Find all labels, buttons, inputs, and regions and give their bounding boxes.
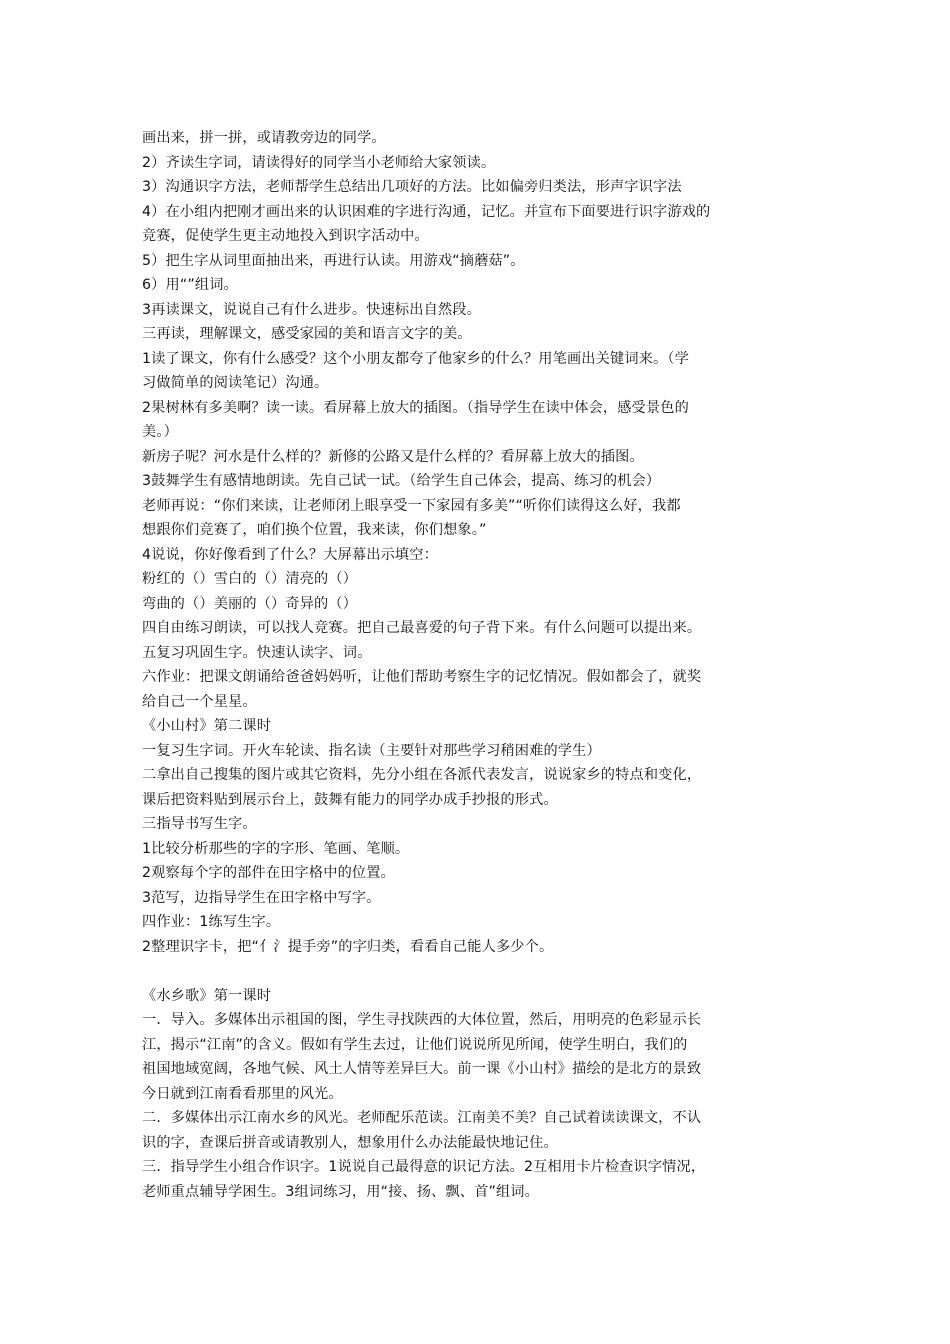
text-line: 3范写，边指导学生在田字格中写字。 [142,889,381,906]
text-line: 想跟你们竞赛了，咱们换个位置，我来读，你们想象。” [142,522,487,538]
text-line: 今日就到江南看看那里的风光。 [142,1085,343,1102]
text-line: 6）用“”组词。 [142,277,238,293]
text-line: 5）把生字从词里面抽出来，再进行认读。用游戏“摘蘑菇”。 [142,252,525,269]
section-heading: 一复习生字词。开火车轮读、指名读（主要针对那些学习稍困难的学生） [142,742,601,759]
text-line: 2观察每个字的部件在田字格中的位置。 [142,865,395,881]
section-heading: 二拿出自己搜集的图片或其它资料，先分小组在各派代表发言，说说家乡的特点和变化， [142,767,702,783]
section-heading: 四自由练习朗读，可以找人竞赛。把自己最喜爱的句子背下来。有什么问题可以提出来。 [142,620,702,636]
text-line: 美。） [142,424,178,440]
section-heading: 三．指导学生小组合作识字。1说说自己最得意的识记方法。2互相用卡片检查识字情况， [142,1159,706,1175]
text-line: 竞赛，促使学生更主动地投入到识字活动中。 [142,228,429,244]
text-line: 4说说，你好像看到了什么？大屏幕出示填空： [142,546,438,563]
text-line: 课后把资料贴到展示台上，鼓舞有能力的同学办成手抄报的形式。 [142,791,558,808]
text-line: 2）齐读生字词，请读得好的同学当小老师给大家领读。 [142,154,496,171]
text-line: 3鼓舞学生有感情地朗读。先自己试一试。（给学生自己体会，提高、练习的机会） [142,473,661,489]
text-line: 2整理识字卡，把“亻氵提手旁”的字归类，看看自己能人多少个。 [142,938,554,955]
section-heading: 一．导入。多媒体出示祖国的图，学生寻找陕西的大体位置，然后，用明亮的色彩显示长 [142,1012,702,1028]
text-line: 江，揭示“江南”的含义。假如有学生去过，让他们说说所见所闻，使学生明白，我们的 [142,1036,688,1053]
text-line: 识的字，查课后拼音或请教别人，想象用什么办法能最快地记住。 [142,1134,558,1151]
section-heading: 三指导书写生字。 [142,816,257,832]
text-line: 1比较分析那些的字的字形、笔画、笔顺。 [142,840,410,857]
section-heading: 五复习巩固生字。快速认读字、词。 [142,644,372,661]
blank-line [142,959,810,984]
text-line: 老师重点辅导学困生。3组词练习，用“接、扬、飘、首”组词。 [142,1183,539,1200]
lesson-title: 《水乡歌》第一课时 [142,987,272,1004]
text-line: 习做简单的阅读笔记）沟通。 [142,375,329,391]
text-line: 3）沟通识字方法，老师帮学生总结出几项好的方法。比如偏旁归类法，形声字识字法 [142,179,682,195]
text-line: 弯曲的（）美丽的（）奇异的（） [142,595,358,612]
section-heading: 二．多媒体出示江南水乡的风光。老师配乐范读。江南美不美？自己试着读读课文，不认 [142,1110,702,1126]
section-heading: 四作业：1练写生字。 [142,914,281,930]
text-line: 2果树林有多美啊？读一读。看屏幕上放大的插图。（指导学生在读中体会，感受景色的 [142,399,689,416]
lesson-title: 《小山村》第二课时 [142,718,272,734]
document-page [142,126,810,1204]
text-line: 4）在小组内把刚才画出来的认识困难的字进行沟通，记忆。并宣布下面要进行识字游戏的 [142,203,711,220]
text-line: 老师再说：“你们来读，让老师闭上眼享受一下家园有多美”“听你们读得这么好，我都 [142,497,681,514]
text-line: 1读了课文，你有什么感受？这个小朋友都夸了他家乡的什么？用笔画出关键词来。（学 [142,350,689,367]
text-line: 新房子呢？河水是什么样的？新修的公路又是什么样的？看屏幕上放大的插图。 [142,448,644,465]
section-heading: 三再读，理解课文，感受家园的美和语言文字的美。 [142,326,472,342]
text-line: 3再读课文，说说自己有什么进步。快速标出自然段。 [142,301,481,318]
text-line: 粉红的（）雪白的（）清亮的（） [142,571,358,587]
text-line: 祖国地域宽阔，各地气候、风土人情等差异巨大。前一课《小山村》描绘的是北方的景致 [142,1061,702,1077]
text-line: 画出来，拼一拼，或请教旁边的同学。 [142,130,386,146]
section-heading: 六作业：把课文朗诵给爸爸妈妈听，让他们帮助考察生字的记忆情况。假如都会了，就奖 [142,669,702,685]
text-line: 给自己一个星星。 [142,693,257,710]
